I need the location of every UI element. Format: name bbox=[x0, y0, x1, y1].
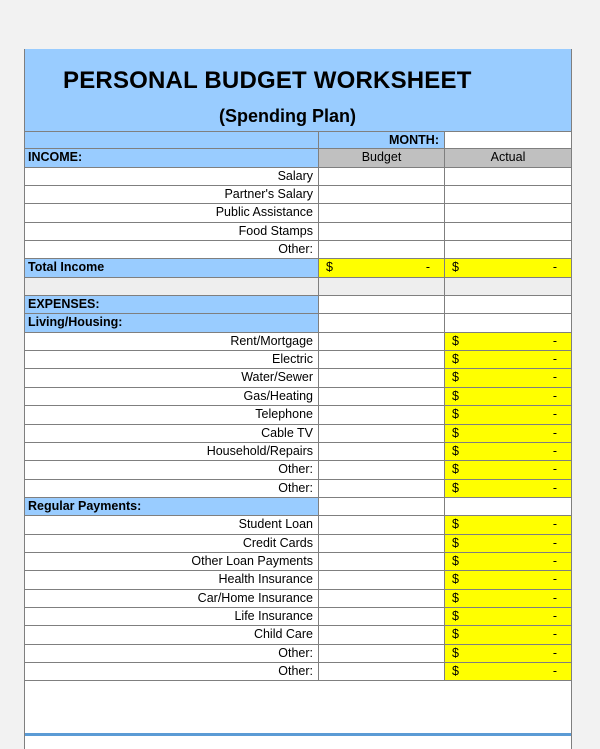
actual-cell[interactable] bbox=[445, 168, 571, 185]
empty-value: - bbox=[552, 388, 557, 403]
currency-symbol: $ bbox=[452, 260, 459, 275]
budget-cell[interactable] bbox=[319, 388, 445, 405]
currency-symbol: $ bbox=[452, 333, 459, 348]
empty-value: - bbox=[552, 572, 557, 587]
actual-cell[interactable] bbox=[445, 241, 571, 258]
actual-cell[interactable] bbox=[445, 553, 571, 570]
row-label: Credit Cards bbox=[242, 535, 313, 550]
worksheet-header bbox=[25, 49, 571, 131]
row-label: Household/Repairs bbox=[206, 443, 313, 458]
actual-cell[interactable] bbox=[445, 425, 571, 442]
table-row bbox=[25, 369, 571, 387]
row-label-cell bbox=[25, 663, 319, 680]
actual-cell[interactable] bbox=[445, 663, 571, 680]
empty-value: - bbox=[552, 333, 557, 348]
actual-cell[interactable] bbox=[445, 516, 571, 533]
budget-cell[interactable] bbox=[319, 241, 445, 258]
row-label: Rent/Mortgage bbox=[230, 333, 313, 348]
row-label-cell bbox=[25, 406, 319, 423]
currency-symbol: $ bbox=[452, 663, 459, 678]
budget-cell[interactable] bbox=[319, 626, 445, 643]
empty-value: - bbox=[552, 590, 557, 605]
table-row bbox=[25, 663, 571, 681]
table-row bbox=[25, 168, 571, 186]
budget-column-header: Budget bbox=[361, 150, 402, 165]
table-row bbox=[25, 149, 571, 167]
budget-cell[interactable] bbox=[319, 168, 445, 185]
row-label: Other: bbox=[278, 645, 313, 660]
empty-value: - bbox=[552, 535, 557, 550]
row-label: Other: bbox=[278, 242, 313, 257]
empty-value: - bbox=[552, 553, 557, 568]
currency-symbol: $ bbox=[452, 352, 459, 367]
actual-cell[interactable] bbox=[445, 535, 571, 552]
table-row bbox=[25, 498, 571, 516]
budget-cell[interactable] bbox=[319, 369, 445, 386]
table-row bbox=[25, 480, 571, 498]
row-label-cell bbox=[25, 186, 319, 203]
budget-cell[interactable] bbox=[319, 535, 445, 552]
budget-cell[interactable] bbox=[319, 259, 445, 276]
actual-cell[interactable] bbox=[445, 296, 571, 313]
empty-value: - bbox=[552, 407, 557, 422]
actual-cell[interactable] bbox=[445, 498, 571, 515]
table-row bbox=[25, 259, 571, 277]
actual-cell[interactable] bbox=[445, 333, 571, 350]
row-label: Other: bbox=[278, 480, 313, 495]
budget-cell[interactable] bbox=[319, 663, 445, 680]
row-label: Health Insurance bbox=[218, 572, 313, 587]
table-row bbox=[25, 388, 571, 406]
table-row bbox=[25, 626, 571, 644]
row-label: Regular Payments: bbox=[28, 498, 142, 513]
actual-cell[interactable] bbox=[445, 480, 571, 497]
actual-cell[interactable] bbox=[445, 278, 571, 295]
row-label-cell bbox=[25, 443, 319, 460]
actual-cell[interactable] bbox=[445, 351, 571, 368]
budget-cell[interactable] bbox=[319, 590, 445, 607]
row-label: Cable TV bbox=[261, 425, 313, 440]
budget-cell[interactable] bbox=[319, 608, 445, 625]
row-label-cell bbox=[25, 204, 319, 221]
currency-symbol: $ bbox=[452, 480, 459, 495]
row-label: Car/Home Insurance bbox=[197, 590, 313, 605]
budget-cell[interactable] bbox=[319, 443, 445, 460]
empty-value: - bbox=[552, 352, 557, 367]
currency-symbol: $ bbox=[452, 517, 459, 532]
row-label-cell bbox=[25, 480, 319, 497]
row-label-cell bbox=[25, 590, 319, 607]
table-row bbox=[25, 186, 571, 204]
currency-symbol: $ bbox=[452, 572, 459, 587]
actual-cell[interactable] bbox=[445, 186, 571, 203]
currency-symbol: $ bbox=[452, 645, 459, 660]
row-label-cell bbox=[25, 241, 319, 258]
empty-value: - bbox=[552, 663, 557, 678]
empty-value: - bbox=[552, 370, 557, 385]
actual-cell bbox=[445, 149, 571, 166]
row-label-cell bbox=[25, 278, 319, 295]
actual-cell[interactable] bbox=[445, 314, 571, 331]
currency-symbol: $ bbox=[452, 535, 459, 550]
row-label-cell bbox=[25, 333, 319, 350]
month-label: MONTH: bbox=[389, 133, 439, 147]
budget-cell[interactable] bbox=[319, 480, 445, 497]
row-label: Other Loan Payments bbox=[191, 553, 313, 568]
table-row bbox=[25, 571, 571, 589]
budget-cell[interactable] bbox=[319, 351, 445, 368]
empty-value: - bbox=[552, 425, 557, 440]
actual-cell[interactable] bbox=[445, 443, 571, 460]
month-input[interactable] bbox=[445, 132, 571, 148]
budget-cell[interactable] bbox=[319, 425, 445, 442]
table-row bbox=[25, 223, 571, 241]
row-label-cell bbox=[25, 571, 319, 588]
actual-cell[interactable] bbox=[445, 204, 571, 221]
empty-value: - bbox=[552, 260, 557, 275]
budget-cell[interactable] bbox=[319, 516, 445, 533]
worksheet-title: PERSONAL BUDGET WORKSHEET bbox=[63, 67, 472, 94]
budget-cell[interactable] bbox=[319, 571, 445, 588]
budget-cell[interactable] bbox=[319, 498, 445, 515]
budget-cell[interactable] bbox=[319, 406, 445, 423]
row-label-cell bbox=[25, 535, 319, 552]
row-label: Partner's Salary bbox=[224, 187, 313, 202]
row-label: Telephone bbox=[255, 407, 313, 422]
currency-symbol: $ bbox=[452, 425, 459, 440]
table-row bbox=[25, 553, 571, 571]
budget-cell[interactable] bbox=[319, 278, 445, 295]
budget-table bbox=[25, 131, 571, 681]
currency-symbol: $ bbox=[326, 260, 333, 275]
currency-symbol: $ bbox=[452, 553, 459, 568]
table-row bbox=[25, 443, 571, 461]
row-label: Electric bbox=[272, 352, 313, 367]
actual-cell[interactable] bbox=[445, 608, 571, 625]
empty-value: - bbox=[552, 645, 557, 660]
row-label-cell bbox=[25, 223, 319, 240]
budget-cell[interactable] bbox=[319, 461, 445, 478]
row-label-cell bbox=[25, 425, 319, 442]
empty-value: - bbox=[552, 480, 557, 495]
row-label: Other: bbox=[278, 663, 313, 678]
table-row bbox=[25, 296, 571, 314]
table-row bbox=[25, 608, 571, 626]
currency-symbol: $ bbox=[452, 462, 459, 477]
row-label-cell bbox=[25, 553, 319, 570]
actual-cell[interactable] bbox=[445, 645, 571, 662]
budget-cell[interactable] bbox=[319, 314, 445, 331]
actual-column-header: Actual bbox=[490, 150, 526, 165]
empty-value: - bbox=[552, 608, 557, 623]
row-label: Salary bbox=[277, 168, 313, 183]
currency-symbol: $ bbox=[452, 627, 459, 642]
row-label-cell bbox=[25, 608, 319, 625]
budget-cell[interactable] bbox=[319, 296, 445, 313]
budget-cell bbox=[319, 149, 445, 166]
actual-cell[interactable] bbox=[445, 590, 571, 607]
row-label-cell bbox=[25, 351, 319, 368]
row-label-cell bbox=[25, 132, 319, 148]
currency-symbol: $ bbox=[452, 370, 459, 385]
row-label-cell bbox=[25, 149, 319, 166]
row-label-cell bbox=[25, 645, 319, 662]
table-row bbox=[25, 278, 571, 296]
table-row bbox=[25, 461, 571, 479]
actual-cell[interactable] bbox=[445, 223, 571, 240]
empty-value: - bbox=[552, 443, 557, 458]
row-label-cell bbox=[25, 296, 319, 313]
actual-cell[interactable] bbox=[445, 461, 571, 478]
row-label: Life Insurance bbox=[234, 608, 313, 623]
currency-symbol: $ bbox=[452, 388, 459, 403]
table-row bbox=[25, 333, 571, 351]
budget-worksheet bbox=[24, 49, 572, 749]
budget-cell[interactable] bbox=[319, 186, 445, 203]
currency-symbol: $ bbox=[452, 608, 459, 623]
table-row bbox=[25, 425, 571, 443]
table-row bbox=[25, 204, 571, 222]
budget-cell[interactable] bbox=[319, 204, 445, 221]
row-label: Food Stamps bbox=[238, 223, 313, 238]
empty-value: - bbox=[425, 260, 430, 275]
currency-symbol: $ bbox=[452, 590, 459, 605]
actual-cell[interactable] bbox=[445, 571, 571, 588]
actual-cell[interactable] bbox=[445, 259, 571, 276]
budget-cell[interactable] bbox=[319, 333, 445, 350]
table-bottom-border bbox=[25, 733, 571, 736]
table-row bbox=[25, 516, 571, 534]
table-row bbox=[25, 351, 571, 369]
row-label: Living/Housing: bbox=[28, 315, 123, 330]
empty-value: - bbox=[552, 627, 557, 642]
row-label: Water/Sewer bbox=[241, 370, 313, 385]
row-label-cell bbox=[25, 369, 319, 386]
currency-symbol: $ bbox=[452, 407, 459, 422]
row-label-cell bbox=[25, 259, 319, 276]
actual-cell[interactable] bbox=[445, 388, 571, 405]
row-label-cell bbox=[25, 626, 319, 643]
table-row bbox=[25, 590, 571, 608]
row-label: INCOME: bbox=[28, 150, 83, 165]
row-label: Gas/Heating bbox=[243, 388, 313, 403]
budget-cell[interactable] bbox=[319, 553, 445, 570]
empty-value: - bbox=[552, 462, 557, 477]
row-label: EXPENSES: bbox=[28, 297, 100, 312]
row-label-cell bbox=[25, 168, 319, 185]
currency-symbol: $ bbox=[452, 443, 459, 458]
actual-cell[interactable] bbox=[445, 406, 571, 423]
actual-cell[interactable] bbox=[445, 369, 571, 386]
empty-value: - bbox=[552, 517, 557, 532]
row-label-cell bbox=[25, 314, 319, 331]
table-row bbox=[25, 406, 571, 424]
table-row bbox=[25, 535, 571, 553]
month-label-cell[interactable] bbox=[319, 132, 445, 148]
budget-cell[interactable] bbox=[319, 645, 445, 662]
row-label: Other: bbox=[278, 462, 313, 477]
row-label-cell bbox=[25, 461, 319, 478]
row-label: Public Assistance bbox=[215, 205, 313, 220]
table-row bbox=[25, 241, 571, 259]
actual-cell[interactable] bbox=[445, 626, 571, 643]
table-row bbox=[25, 131, 571, 149]
row-label: Child Care bbox=[253, 627, 313, 642]
row-label-cell bbox=[25, 498, 319, 515]
row-label-cell bbox=[25, 388, 319, 405]
table-row bbox=[25, 314, 571, 332]
row-label: Student Loan bbox=[238, 517, 313, 532]
budget-cell[interactable] bbox=[319, 223, 445, 240]
row-label: Total Income bbox=[28, 260, 105, 275]
row-label-cell bbox=[25, 516, 319, 533]
table-row bbox=[25, 645, 571, 663]
worksheet-subtitle: (Spending Plan) bbox=[219, 106, 356, 126]
